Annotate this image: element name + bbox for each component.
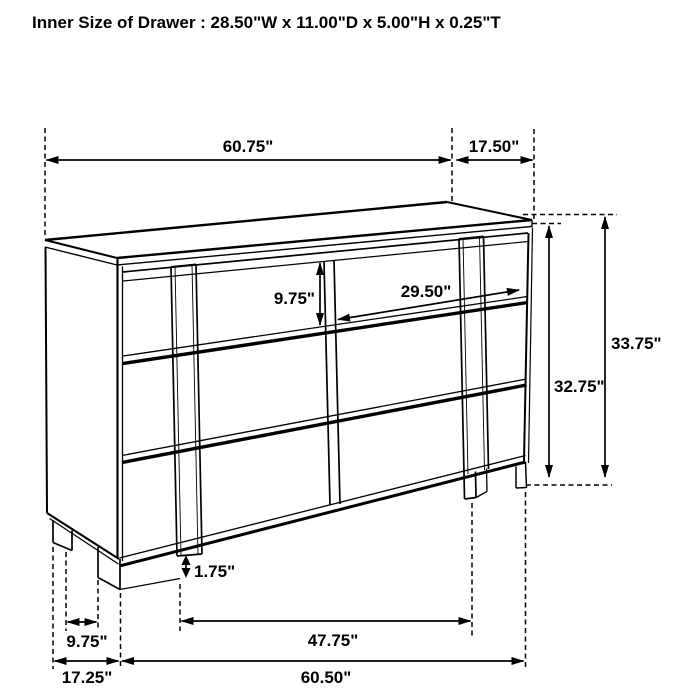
drawer-height-label: 9.75" (273, 289, 315, 308)
drawer-width-label: 29.50" (400, 282, 452, 301)
right-foot-right-edge (526, 462, 527, 488)
right-rail-outer-left (459, 239, 464, 475)
dim-case-height (526, 224, 612, 486)
dim-base-width (121, 492, 526, 687)
dim-foot-depth (66, 552, 108, 651)
front-right-corner-inner (529, 228, 533, 464)
front-foot-side-bottom (120, 579, 180, 590)
top-right-end-edge (447, 202, 532, 220)
left-accent-rail (171, 264, 202, 556)
dim-side-depth (53, 547, 119, 687)
dresser-drawing (45, 202, 533, 590)
center-stile (324, 261, 340, 506)
side-bottom-inner-edge (50, 519, 119, 565)
right-accent-rail (459, 236, 489, 474)
dim-foot-height (182, 555, 236, 581)
drawer-top-reveal (123, 242, 528, 282)
side-bottom-edge (47, 513, 119, 559)
foot-height-label: 1.75" (194, 562, 236, 581)
front-face (120, 228, 533, 567)
side-depth-label: 17.25" (61, 668, 113, 687)
back-foot-bottom (53, 543, 72, 551)
divider-2-thick (122, 385, 527, 463)
center-stile-right (334, 261, 340, 505)
rail-foot-bottom (465, 498, 477, 500)
dim-drawer-height (274, 263, 320, 325)
arrow-up (182, 555, 191, 565)
rail-foot-side-bottom (476, 492, 487, 498)
arrow-down (182, 568, 191, 578)
top-width-label: 60.75" (222, 137, 274, 156)
front-foot-bottom (98, 578, 120, 590)
rail-foot-side-edge (487, 469, 488, 492)
side-back-edge (46, 247, 48, 513)
overall-height-label: 33.75" (611, 334, 662, 353)
case-height-label: 32.75" (554, 377, 605, 396)
top-front-underside (117, 227, 532, 266)
foot-span-label: 47.75" (307, 631, 359, 650)
page-title: Inner Size of Drawer : 28.50"W x 11.00"D x 5.00"H x 0.25"T (32, 13, 501, 32)
dim-overall-height (523, 215, 662, 478)
front-right-corner-outer (524, 233, 529, 461)
center-stile-left (324, 262, 330, 506)
right-foot-bottom (516, 488, 527, 489)
rail-foot-front-right (476, 472, 477, 498)
right-end-foot (516, 462, 527, 488)
dim-drawer-width (338, 282, 519, 320)
left-side-panel (46, 247, 123, 564)
left-back-foot (53, 520, 72, 551)
rail-foot-front-left (464, 474, 465, 499)
base-width-label: 60.50" (300, 668, 352, 687)
top-depth-label: 17.50" (468, 137, 520, 156)
foot-depth-label: 9.75" (66, 632, 108, 651)
right-rail-outer-right (484, 236, 489, 469)
